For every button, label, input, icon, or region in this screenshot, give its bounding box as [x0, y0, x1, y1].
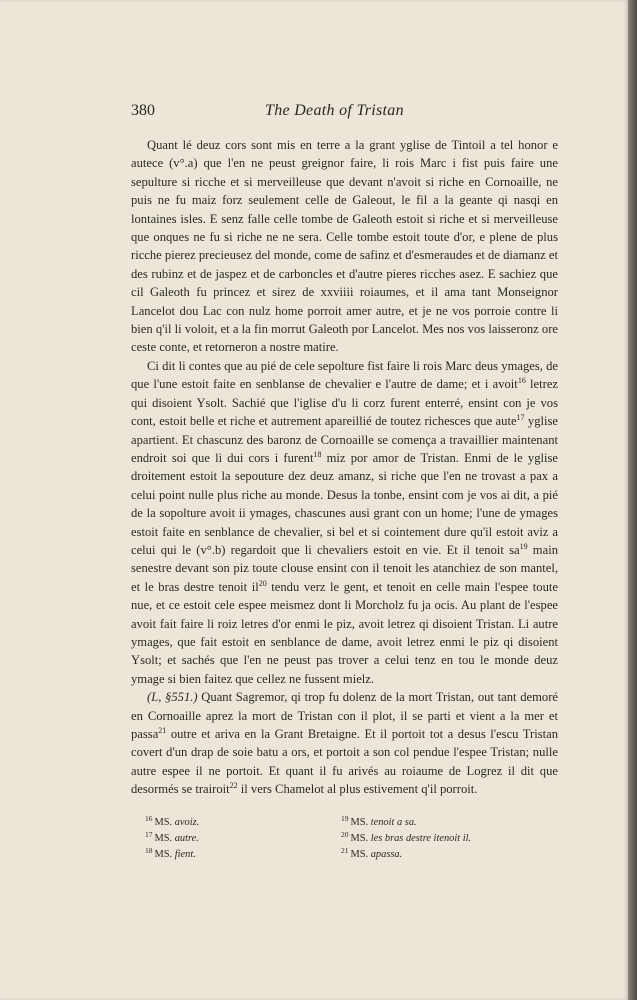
footnote-ms: MS. [154, 833, 173, 844]
text-run: Quant Sagremor, qi trop fu dolenz de la mort Tristan, out tant demoré en Cornoaille aprez la mort de Tristan con il plot, il se parti et vient a la mer et passa [131, 690, 558, 741]
page-header [131, 102, 557, 122]
text-run: miz por amor de Tristan. Enmi de le yglise droitement estoit la sepouture dez deuz amanz, si riche que l'en ne trovast a pax a celui point nulle plus riche au monde. Desus la tonbe, ensint com je vos ai dit, a pié de la sopolture avoit ii ymages, chascunes ausi grant con un home; l'une de ymages estoit faite en senblance de chevalier, si bel et si cointement dure qu'il estoit aviz a celui qui le (v°.b) regardoit que li chevaliers estoit en vie. Et il tenoit sa [131, 450, 558, 557]
book-edge [628, 0, 637, 1000]
footnotes-left-column [145, 815, 345, 863]
paragraph-3 [131, 688, 558, 798]
footnote-20 [341, 831, 541, 847]
text-run: tendu verz le gent, et tenoit en celle main l'espee toute nue, et ce estoit cele espee meismez dont li Morcholz fu ja ocis. Au plant de l'espee avoit fait faire li roiz letres d'or enmi le piz, avoit letrez qi disoient Tristan. Li autre ymages, que fait estoit en senblance de dame, avoit letrez enmi le piz qi disoient Ysolt; et sachés que l'en ne peust pas trover a celui tenz en tou le monde deuz ymage si bien faitez que cellez ne fussent mielz. [131, 579, 558, 686]
footnote-ref-16: 16 [517, 376, 526, 386]
footnote-17 [145, 831, 345, 847]
section-reference: (L, §551.) [147, 690, 198, 705]
footnote-18 [145, 847, 345, 863]
footnote-number: 18 [145, 845, 153, 855]
footnote-number: 16 [145, 813, 153, 823]
footnote-ref-19: 19 [519, 541, 528, 551]
text-run: main senestre devant son piz toute clouse ensint con il tenoit les atanchiez de son mantel, et le bras destre tenoit il [131, 542, 558, 594]
footnote-text: fient. [174, 849, 196, 860]
paragraph-2 [131, 357, 558, 688]
footnote-ms: MS. [350, 817, 369, 828]
running-title: The Death of Tristan [265, 102, 404, 119]
footnote-text: avoiz. [174, 817, 200, 828]
text-run: outre et ariva en la Grant Bretaigne. Et il portoit tot a desus l'escu Tristan covert d'un drap de soie batu a ors, et portoit a son col pendue l'espee Tristan; nulle autre espee il ne portoit. Et quant il fu arivés au roiaume de Logrez il dit que desormés se trairoit [131, 727, 558, 797]
footnote-ref-22: 22 [229, 781, 238, 791]
footnote-ref-18: 18 [313, 449, 322, 459]
footnote-ref-17: 17 [516, 412, 525, 422]
footnote-ms: MS. [350, 849, 369, 860]
footnote-ms: MS. [154, 849, 173, 860]
footnote-text: tenoit a sa. [370, 817, 417, 828]
footnote-number: 21 [341, 845, 349, 855]
footnote-text: apassa. [370, 849, 403, 860]
footnote-16 [145, 815, 345, 831]
footnote-19 [341, 815, 541, 831]
footnote-ref-21: 21 [158, 725, 167, 735]
footnote-ref-20: 20 [258, 578, 267, 588]
text-run: il vers Chamelot al plus estivement q'il porroit. [237, 782, 478, 797]
footnote-number: 19 [341, 813, 349, 823]
footnote-number: 20 [341, 829, 349, 839]
footnote-ms: MS. [154, 817, 173, 828]
page-number: 380 [131, 102, 155, 119]
footnote-text: autre. [174, 833, 199, 844]
footnote-text: les bras destre itenoit il. [370, 833, 472, 844]
paragraph-1: Quant lé deuz cors sont mis en terre a la grant yglise de Tintoil a tel honor e autece (v°.a) que l'en ne peust greignor faire, li rois Marc i fist puis faire une sepulture si ricche et si merveilleuse que devant n'avoit si riche en Cornoaille, ne puis ne fu maiz forz seulement celle de Galeout, le fil a la geante qi nasqi en lontaines isles. E senz falle celle tombe de Galeoth estoit si riche et si merveilleuse que onques ne fu si riche ne ne sera. Celle tombe estoit toute d'or, e plene de plus ricche pierez precieusez del monde, come de safinz et d'esmeraudes et de diamanz et des rubinz et de jaspez et de carboncles et d'autre pieres ricches asez. E sachiez que cil Galeoth fu princez et sirez de xxviiii roiaumes, et il ama tant Monseignor Lancelot dou Lac con nulz home porroit amer autre, et je ne vos porroie contre li bien q'il li voloit, et a la fin morrut Galeoth por Lancelot. Mes nos vos laisseronz ore ceste conte, et retorneron a nostre matire. [131, 138, 558, 355]
footnote-21 [341, 847, 541, 863]
text-run: letrez qui disoient Ysolt. Sachié que l'iglise d'u li corz furent enterré, ensint con je vos cont, estoit belle et riche et autrement apareillié de toutez richesces que aute [131, 377, 559, 429]
text-run: Ci dit li contes que au pié de cele sepolture fist faire li rois Marc deus ymages, de que l'une estoit faite en senblanse de chevalier e l'autre de dame; et i avoit [131, 358, 558, 392]
text-run: yglise apartient. Et chascunz des baronz de Cornoaille se començа a travaillier maintenant endroit soi que li dui cors i furent [131, 414, 558, 465]
footnotes-right-column [341, 815, 541, 863]
footnote-number: 17 [145, 829, 153, 839]
body-text [131, 136, 558, 799]
footnote-ms: MS. [350, 833, 369, 844]
